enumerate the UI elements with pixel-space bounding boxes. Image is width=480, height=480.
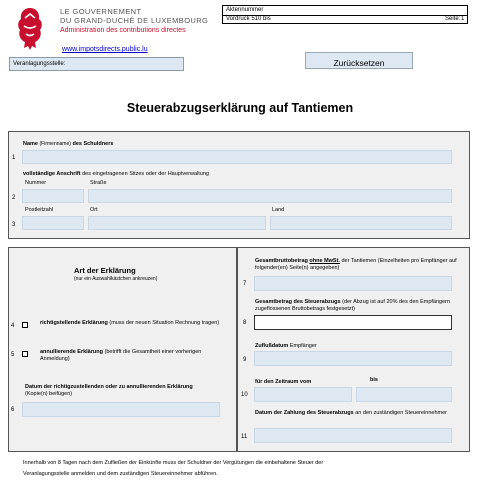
office-field[interactable] xyxy=(9,57,184,71)
payment-date-field[interactable] xyxy=(254,428,452,443)
street-label: Straße xyxy=(90,180,107,186)
file-number-label: Aktennummer xyxy=(226,7,264,13)
gov-administration: Administration des contributions directes xyxy=(60,27,186,34)
footer-note-line1: Innerhalb von 8 Tagen nach dem Zufließen der Einkünfte muss der Schuldner der Vergütungen die einbehaltene Steuer der xyxy=(23,460,324,466)
office-label: Veranlagungsstelle: xyxy=(13,61,66,67)
lion-crest-icon xyxy=(10,4,50,52)
row-number-6: 6 xyxy=(11,407,15,413)
row-number-7: 7 xyxy=(243,281,247,287)
inflow-date-field[interactable] xyxy=(254,351,452,366)
reset-button-label: Zurücksetzen xyxy=(333,58,385,68)
row-number-4: 4 xyxy=(11,323,15,329)
declaration-type-title: Art der Erklärung xyxy=(74,266,136,275)
correcting-declaration-label: richtigstellende Erklärung (muss der neuen Situation Rechnung tragen) xyxy=(40,320,220,326)
original-declaration-date-field[interactable] xyxy=(22,402,220,417)
declaration-type-subtitle: (nur ein Auswahlkästchen ankreuzen) xyxy=(74,276,158,282)
period-from-label: für den Zeitraum vom xyxy=(255,379,312,385)
row-number-2: 2 xyxy=(12,195,16,201)
row-number-9: 9 xyxy=(243,357,247,363)
street-field[interactable] xyxy=(88,189,452,203)
form-code: Vordruck 510 bis xyxy=(226,16,271,22)
website-link[interactable]: www.impotsdirects.public.lu xyxy=(62,46,148,53)
original-declaration-date-label: Datum der richtigzustellenden oder zu annullierenden Erklärung (Kopie(n) beifügen) xyxy=(25,384,193,397)
address-label: vollständige Anschrift des eingetragenen Sitzes oder der Hauptverwaltung xyxy=(23,171,209,177)
postcode-field[interactable] xyxy=(22,216,84,230)
row-number-1: 1 xyxy=(12,155,16,161)
gov-name-line2: DU GRAND-DUCHÉ DE LUXEMBOURG xyxy=(60,16,209,25)
government-logo xyxy=(10,4,50,52)
page-title: Steuerabzugserklärung auf Tantiemen xyxy=(126,101,354,115)
row-number-3: 3 xyxy=(12,222,16,228)
cancelling-declaration-checkbox[interactable] xyxy=(22,351,28,357)
footer-note-line2: Veranlagungsstelle anmelden und dem zuständigen Steuereinnehmer abführen. xyxy=(23,471,218,477)
row-number-5: 5 xyxy=(11,352,15,358)
debtor-name-field[interactable] xyxy=(22,150,452,164)
number-label: Nummer xyxy=(25,180,47,186)
period-to-label: bis xyxy=(370,377,378,383)
gov-name-line1: LE GOUVERNEMENT xyxy=(60,7,142,16)
inflow-date-label: Zuflußdatum Empfänger xyxy=(255,343,317,349)
page-label: Seite: xyxy=(445,16,461,22)
reset-button[interactable] xyxy=(305,52,413,69)
payment-date-label: Datum der Zahlung des Steuerabzugs an den zuständigen Steuereinnehmer xyxy=(255,410,447,416)
page-number: 1 xyxy=(461,16,465,22)
tax-amount-label: Gesamtbetrag des Steuerabzugs (der Abzug ist auf 20% des den Empfängern zugeflossenen Bruttobetrags festgesetzt) xyxy=(255,299,451,312)
city-label: Ort xyxy=(90,207,98,213)
country-field[interactable] xyxy=(270,216,452,230)
gross-amount-field[interactable] xyxy=(254,276,452,291)
row-number-8: 8 xyxy=(243,320,247,326)
city-field[interactable] xyxy=(88,216,266,230)
tax-amount-field[interactable] xyxy=(254,315,452,330)
period-from-field[interactable] xyxy=(254,387,352,402)
debtor-name-label: Name (Firmenname) des Schuldners xyxy=(23,141,114,147)
period-to-field[interactable] xyxy=(356,387,452,402)
postcode-label: Postleitzahl xyxy=(25,207,54,213)
correcting-declaration-checkbox[interactable] xyxy=(22,322,28,328)
house-number-field[interactable] xyxy=(22,189,84,203)
gross-amount-label: Gesamtbruttobetrag ohne MwSt. der Tantiemen (Einzelheiten pro Empfänger auf folgender(en) Seite(n) angegeben) xyxy=(255,258,457,271)
row-number-10: 10 xyxy=(241,392,248,398)
row-number-11: 11 xyxy=(241,434,248,440)
file-number-box xyxy=(222,5,468,24)
cancelling-declaration-label: annullierende Erklärung (betrifft die Gesamtheit einer vorherigen Anmeldung) xyxy=(40,349,202,362)
country-label: Land xyxy=(272,207,285,213)
